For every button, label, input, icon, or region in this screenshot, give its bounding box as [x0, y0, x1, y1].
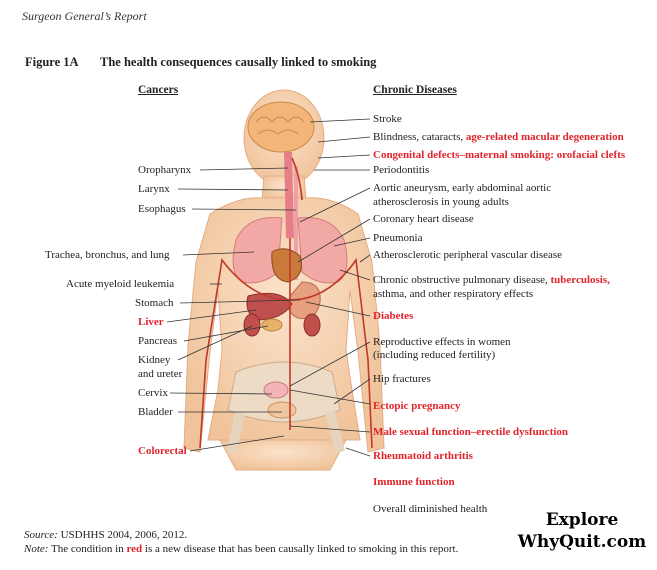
label-congenital-defects: Congenital defects–maternal smoking: orofacial clefts	[373, 149, 626, 161]
label-esophagus: Esophagus	[138, 203, 186, 215]
label-bladder: Bladder	[138, 406, 173, 418]
label-asthma: asthma, and other respiratory effects	[373, 288, 534, 300]
label-copd-text: Chronic obstructive pulmonary disease,	[373, 274, 551, 286]
note-text-2: is a new disease that has been causally linked to smoking in this report.	[142, 543, 459, 555]
label-aortic-aneurysm: Aortic aneurysm, early abdominal aortic	[373, 182, 552, 194]
label-reproductive-effects: Reproductive effects in women	[373, 336, 511, 348]
chronic-diseases-heading: Chronic Diseases	[373, 84, 457, 96]
label-atherosclerosis-young-adults: atherosclerosis in young adults	[373, 196, 509, 208]
label-acute-myeloid-leukemia: Acute myeloid leukemia	[66, 278, 175, 290]
label-immune-function: Immune function	[373, 476, 455, 488]
label-reduced-fertility: (including reduced fertility)	[373, 349, 496, 361]
label-oropharynx: Oropharynx	[138, 164, 192, 176]
label-macular-degeneration: age-related macular degeneration	[465, 131, 624, 143]
label-coronary-heart-disease: Coronary heart disease	[373, 213, 474, 225]
label-hip-fractures: Hip fractures	[373, 373, 431, 385]
label-diabetes: Diabetes	[373, 310, 414, 322]
label-ectopic-pregnancy: Ectopic pregnancy	[373, 400, 461, 412]
label-erectile-dysfunction: Male sexual function–erectile dysfunction	[373, 426, 569, 438]
label-kidney: Kidney	[138, 354, 171, 366]
whyquit-watermark	[512, 509, 652, 553]
watermark-line-2: WhyQuit.com	[517, 532, 647, 552]
label-tuberculosis: tuberculosis,	[550, 274, 610, 286]
label-blindness	[373, 130, 624, 144]
label-overall-diminished-health: Overall diminished health	[373, 503, 488, 515]
report-header: Surgeon General’s Report	[22, 9, 147, 23]
figure-title: The health consequences causally linked to smoking	[100, 55, 377, 69]
source-text: USDHHS 2004, 2006, 2012.	[57, 529, 188, 541]
label-colorectal: Colorectal	[138, 445, 187, 457]
label-stomach: Stomach	[135, 297, 174, 309]
note-text-1: The condition in	[48, 543, 127, 555]
label-pneumonia: Pneumonia	[373, 232, 423, 244]
watermark-line-1: Explore	[545, 510, 619, 530]
source-line	[24, 528, 187, 542]
label-larynx: Larynx	[138, 183, 170, 195]
source-label: Source:	[24, 529, 58, 541]
label-rheumatoid-arthritis: Rheumatoid arthritis	[373, 450, 473, 462]
label-stroke: Stroke	[373, 113, 402, 125]
label-cervix: Cervix	[138, 387, 168, 399]
cancers-heading: Cancers	[138, 84, 179, 96]
label-trachea-bronchus-lung: Trachea, bronchus, and lung	[45, 249, 170, 261]
note-red-word: red	[126, 543, 143, 555]
note-label: Note:	[24, 543, 49, 555]
label-pancreas: Pancreas	[138, 335, 178, 347]
label-periodontitis: Periodontitis	[373, 164, 430, 176]
label-peripheral-vascular-disease: Atherosclerotic peripheral vascular disease	[373, 249, 563, 261]
label-ureter: and ureter	[138, 368, 183, 380]
figure-number: Figure 1A	[25, 55, 79, 69]
label-blindness-cataracts: Blindness, cataracts,	[373, 131, 466, 143]
note-line	[24, 542, 458, 556]
label-copd	[373, 273, 610, 287]
label-liver: Liver	[138, 316, 164, 328]
